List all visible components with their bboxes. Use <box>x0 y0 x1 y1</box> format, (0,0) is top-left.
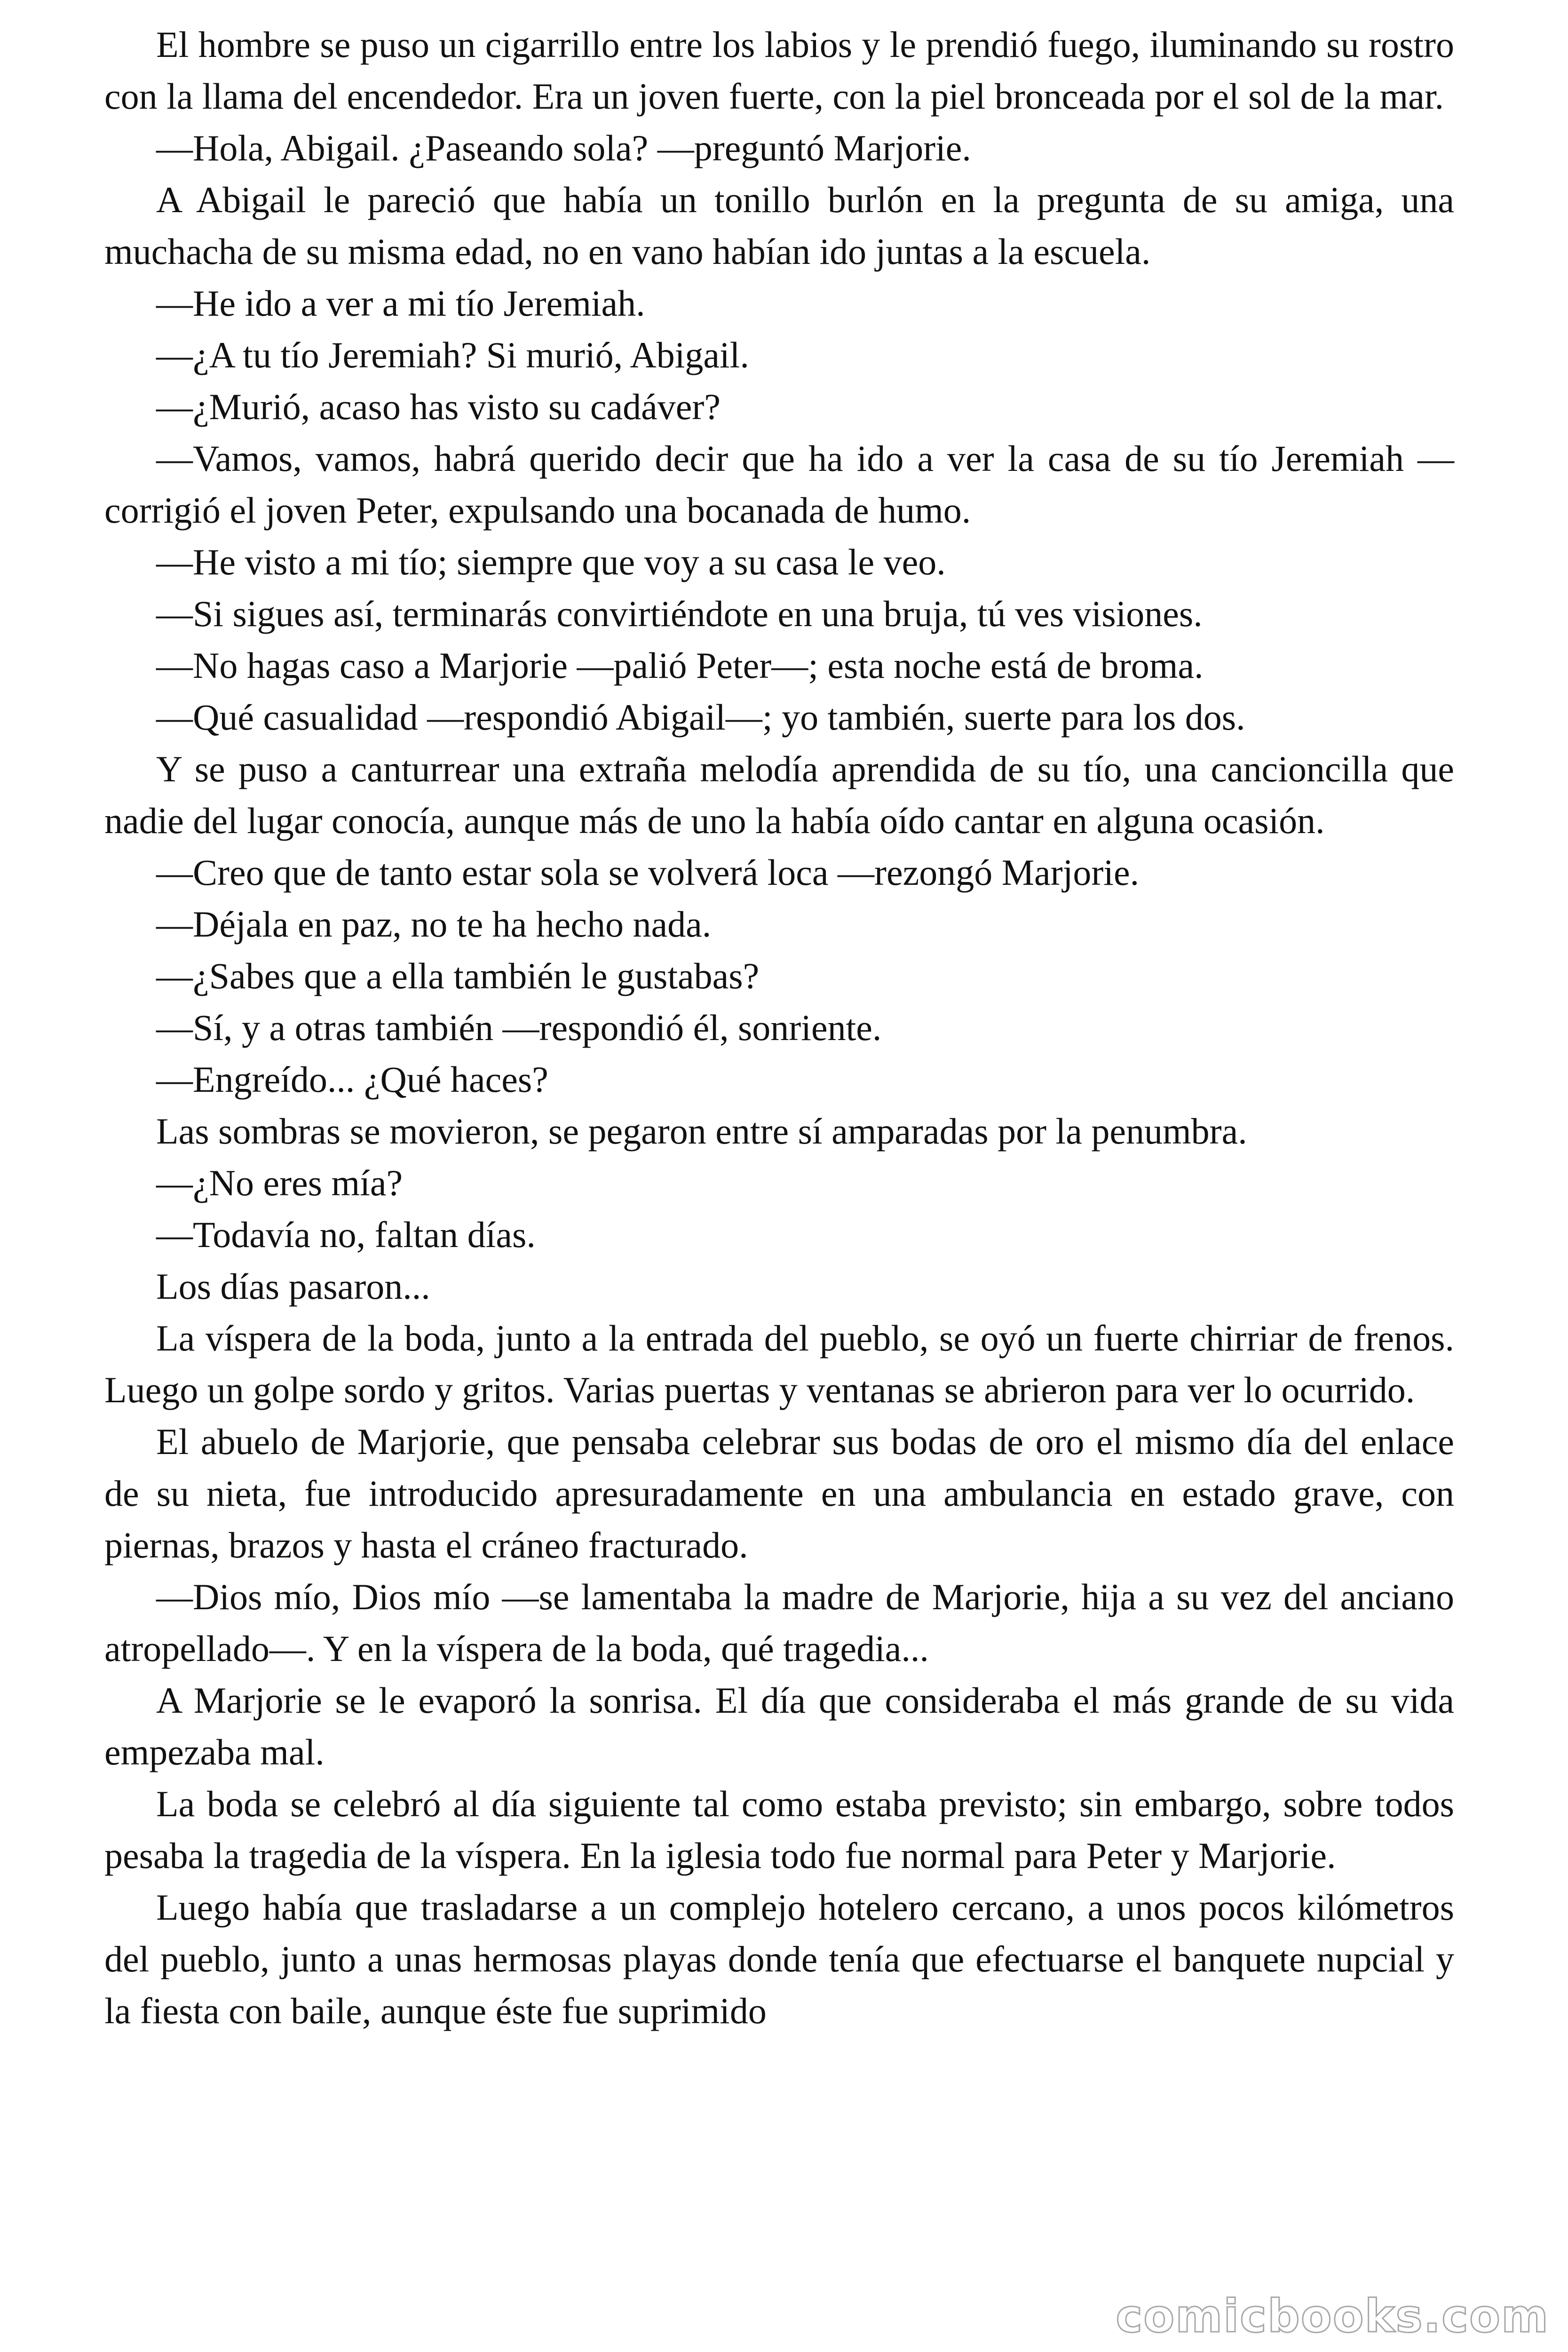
paragraph: —¿Murió, acaso has visto su cadáver? <box>156 386 721 427</box>
watermark-logo: comicbooks.com <box>1116 2290 1549 2343</box>
paragraph: —Si sigues así, terminarás convirtiéndote en una bruja, tú ves visiones. <box>156 593 1203 634</box>
paragraph: La boda se celebró al día siguiente tal como estaba previsto; sin embargo, sobre todos pesaba la tragedia de la víspera. En la iglesia todo fue normal para Peter y Marjorie. <box>104 1783 1454 1876</box>
paragraph: A Abigail le pareció que había un tonillo burlón en la pregunta de su amiga, una muchacha de su misma edad, no en vano habían ido juntas a la escuela. <box>104 179 1454 272</box>
paragraph: El hombre se puso un cigarrillo entre los labios y le prendió fuego, iluminando su rostro con la llama del encendedor. Era un joven fuerte, con la piel bronceada por el sol de la mar. <box>104 24 1454 117</box>
paragraph: A Marjorie se le evaporó la sonrisa. El día que consideraba el más grande de su vida empezaba mal. <box>104 1680 1454 1772</box>
paragraph: —Todavía no, faltan días. <box>156 1214 536 1255</box>
paragraph: —He ido a ver a mi tío Jeremiah. <box>156 283 645 324</box>
paragraph: El abuelo de Marjorie, que pensaba celebrar sus bodas de oro el mismo día del enlace de su nieta, fue introducido apresuradamente en una ambulancia en estado grave, con piernas, brazos y hasta el cráneo fracturado. <box>104 1421 1454 1565</box>
paragraph: —Vamos, vamos, habrá querido decir que ha ido a ver la casa de su tío Jeremiah —corrigió el joven Peter, expulsando una bocanada de humo. <box>104 438 1454 531</box>
paragraph: —Creo que de tanto estar sola se volverá loca —rezongó Marjorie. <box>156 852 1140 893</box>
body-text <box>104 19 1454 2037</box>
paragraph: Luego había que trasladarse a un complejo hotelero cercano, a unos pocos kilómetros del pueblo, junto a unas hermosas playas donde tenía que efectuarse el banquete nupcial y la fiesta con baile, aunque éste fue suprimido <box>104 1887 1454 2031</box>
paragraph: —No hagas caso a Marjorie —palió Peter—; esta noche está de broma. <box>156 645 1204 686</box>
paragraph: Los días pasaron... <box>156 1266 430 1307</box>
paragraph: —¿No eres mía? <box>156 1162 403 1203</box>
paragraph: —Dios mío, Dios mío —se lamentaba la madre de Marjorie, hija a su vez del anciano atropellado—. Y en la víspera de la boda, qué tragedia... <box>104 1576 1454 1669</box>
paragraph: Las sombras se movieron, se pegaron entre sí amparadas por la penumbra. <box>156 1111 1247 1152</box>
paragraph: —Sí, y a otras también —respondió él, sonriente. <box>156 1007 882 1048</box>
paragraph: Y se puso a canturrear una extraña melodía aprendida de su tío, una cancioncilla que nadie del lugar conocía, aunque más de uno la había oído cantar en alguna ocasión. <box>104 748 1454 841</box>
paragraph: —¿Sabes que a ella también le gustabas? <box>156 955 760 996</box>
paragraph: La víspera de la boda, junto a la entrada del pueblo, se oyó un fuerte chirriar de frenos. Luego un golpe sordo y gritos. Varias puertas y ventanas se abrieron para ver lo ocurrido. <box>104 1318 1454 1410</box>
paragraph: —Déjala en paz, no te ha hecho nada. <box>156 904 712 945</box>
paragraph: —Qué casualidad —respondió Abigail—; yo también, suerte para los dos. <box>156 697 1245 738</box>
paragraph: —¿A tu tío Jeremiah? Si murió, Abigail. <box>156 334 749 375</box>
paragraph: —He visto a mi tío; siempre que voy a su casa le veo. <box>156 541 946 582</box>
paragraph: —Engreído... ¿Qué haces? <box>156 1059 548 1100</box>
paragraph: —Hola, Abigail. ¿Paseando sola? —preguntó Marjorie. <box>156 127 971 168</box>
